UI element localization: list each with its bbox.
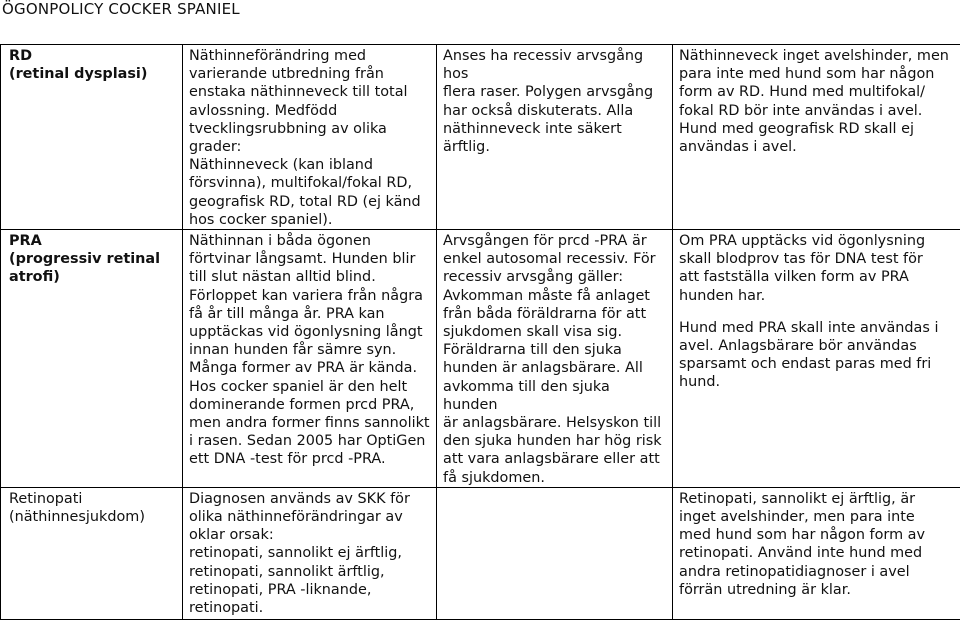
condition-inheritance: Arvsgången för prcd -PRA är enkel autosomal recessiv. För recessiv arvsgång gäller: Avkomman måste få anlaget från båda föräldrarna för att sjukdomen skall visa sig. Föräldrarna till den sjuka hunden är anlagsbärare. All avkomma till den sjuka hunden är anlagsbärare. Helsyskon till den sjuka hunden har hög risk att vara anlagsbärare eller att få sjukdomen. [437, 230, 673, 488]
condition-description: Näthinneförändring med varierande utbredning från enstaka näthinneveck till total avlossning. Medfödd tvecklingsrubbning av olika grader: Näthinneveck (kan ibland försvinna), multifokal/fokal RD, geografisk RD, total RD (ej känd hos cocker spaniel). [183, 45, 437, 230]
condition-name: Retinopati (näthinnesjukdom) [1, 487, 183, 619]
condition-name: PRA (progressiv retinal atrofi) [1, 230, 183, 488]
page-title: ÖGONPOLICY COCKER SPANIEL [2, 0, 240, 18]
breeding-policy-part: Hund med PRA skall inte användas i avel. Anlagsbärare bör användas sparsamt och endast paras med fri hund. [679, 319, 956, 392]
table-row-retinopati [1, 487, 960, 619]
breeding-policy: Retinopati, sannolikt ej ärftlig, är inget avelshinder, men para inte med hund som har någon form av retinopati. Använd inte hund med andra retinopatidiagnoser i avel förrän utredning är klar. [673, 487, 960, 619]
table-row-pra [1, 230, 960, 488]
condition-inheritance: Anses ha recessiv arvsgång hos flera raser. Polygen arvsgång har också diskuterats. Alla näthinneveck inte säkert ärftlig. [437, 45, 673, 230]
table-row-rd [1, 45, 960, 230]
breeding-policy-part: Om PRA upptäcks vid ögonlysning skall blodprov tas för DNA test för att fastställa vilken form av PRA hunden har. [679, 232, 956, 305]
condition-name: RD (retinal dysplasi) [1, 45, 183, 230]
policy-table [0, 44, 960, 620]
condition-description: Näthinnan i båda ögonen förtvinar långsamt. Hunden blir till slut nästan alltid blind. Förloppet kan variera från några få år till många år. PRA kan upptäckas vid ögonlysning långt innan hunden får sämre syn. Många former av PRA är kända. Hos cocker spaniel är den helt dominerande formen prcd PRA, men andra former finns sannolikt i rasen. Sedan 2005 har OptiGen ett DNA -test för prcd -PRA. [183, 230, 437, 488]
condition-inheritance [437, 487, 673, 619]
breeding-policy [673, 230, 960, 488]
condition-description: Diagnosen används av SKK för olika näthinneförändringar av oklar orsak: retinopati, sannolikt ej ärftlig, retinopati, sannolikt ärftlig, retinopati, PRA -liknande, retinopati. [183, 487, 437, 619]
breeding-policy: Näthinneveck inget avelshinder, men para inte med hund som har någon form av RD. Hund med multifokal/ fokal RD bör inte användas i avel. Hund med geografisk RD skall ej användas i avel. [673, 45, 960, 230]
